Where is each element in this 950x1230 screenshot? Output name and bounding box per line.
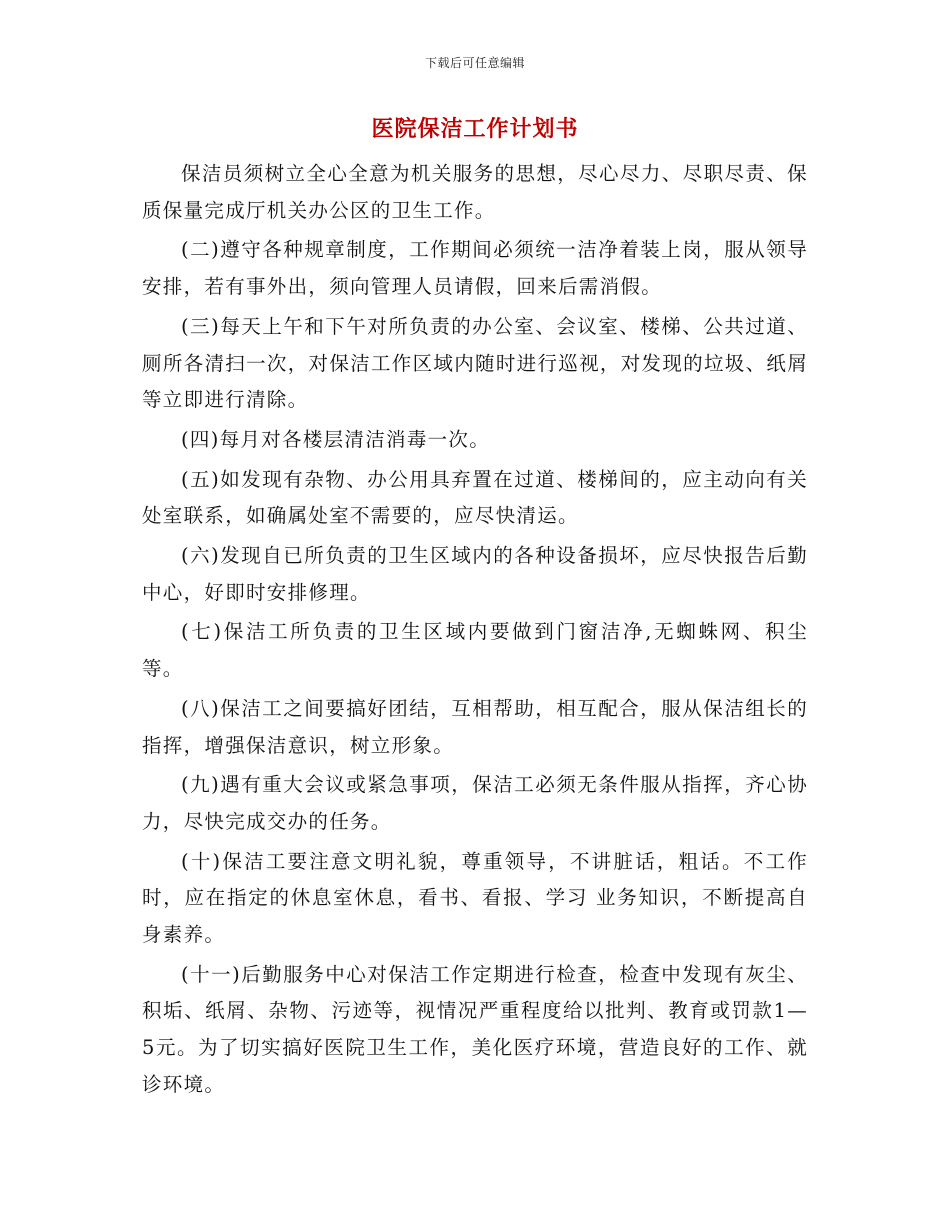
paragraph: 保洁员须树立全心全意为机关服务的思想，尽心尽力、尽职尽责、保质保量完成厅机关办公区的卫生工作。 xyxy=(142,162,808,222)
paragraph: (二)遵守各种规章制度，工作期间必须统一洁净着装上岗，服从领导安排，若有事外出，须向管理人员请假，回来后需消假。 xyxy=(142,238,808,299)
paragraph: (十)保洁工要注意文明礼貌，尊重领导，不讲脏话，粗话。不工作时，应在指定的休息室休息，看书、看报、学习 业务知识，不断提高自身素养。 xyxy=(142,849,808,947)
paragraph: (三)每天上午和下午对所负责的办公室、会议室、楼梯、公共过道、厕所各清扫一次，对保洁工作区域内随时进行巡视，对发现的垃圾、纸屑等立即进行清除。 xyxy=(142,314,808,412)
paragraph: (五)如发现有杂物、办公用具弃置在过道、楼梯间的，应主动向有关处室联系，如确属处室不需要的，应尽快清运。 xyxy=(142,467,808,528)
paragraph: (九)遇有重大会议或紧急事项，保洁工必须无条件服从指挥，齐心协力，尽快完成交办的任务。 xyxy=(142,773,808,833)
paragraph: (十一)后勤服务中心对保洁工作定期进行检查，检查中发现有灰尘、积垢、纸屑、杂物、污迹等，视情况严重程度给以批判、教育或罚款1—5元。为了切实搞好医院卫生工作，美化医疗环境，营造良好的工作、就诊环境。 xyxy=(142,962,808,1096)
paragraph: (四)每月对各楼层清洁消毒一次。 xyxy=(181,427,491,451)
document-body xyxy=(142,156,808,1107)
header-note: 下载后可任意编辑 xyxy=(424,56,525,70)
document-title: 医院保洁工作计划书 xyxy=(371,116,579,142)
paragraph: (八)保洁工之间要搞好团结，互相帮助，相互配合，服从保洁组长的指挥，增强保洁意识，树立形象。 xyxy=(142,696,808,757)
paragraph: (六)发现自已所负责的卫生区域内的各种设备损坏，应尽快报告后勤中心，好即时安排修理。 xyxy=(142,544,808,604)
paragraph: (七)保洁工所负责的卫生区域内要做到门窗洁净,无蜘蛛网、积尘等。 xyxy=(142,620,808,681)
